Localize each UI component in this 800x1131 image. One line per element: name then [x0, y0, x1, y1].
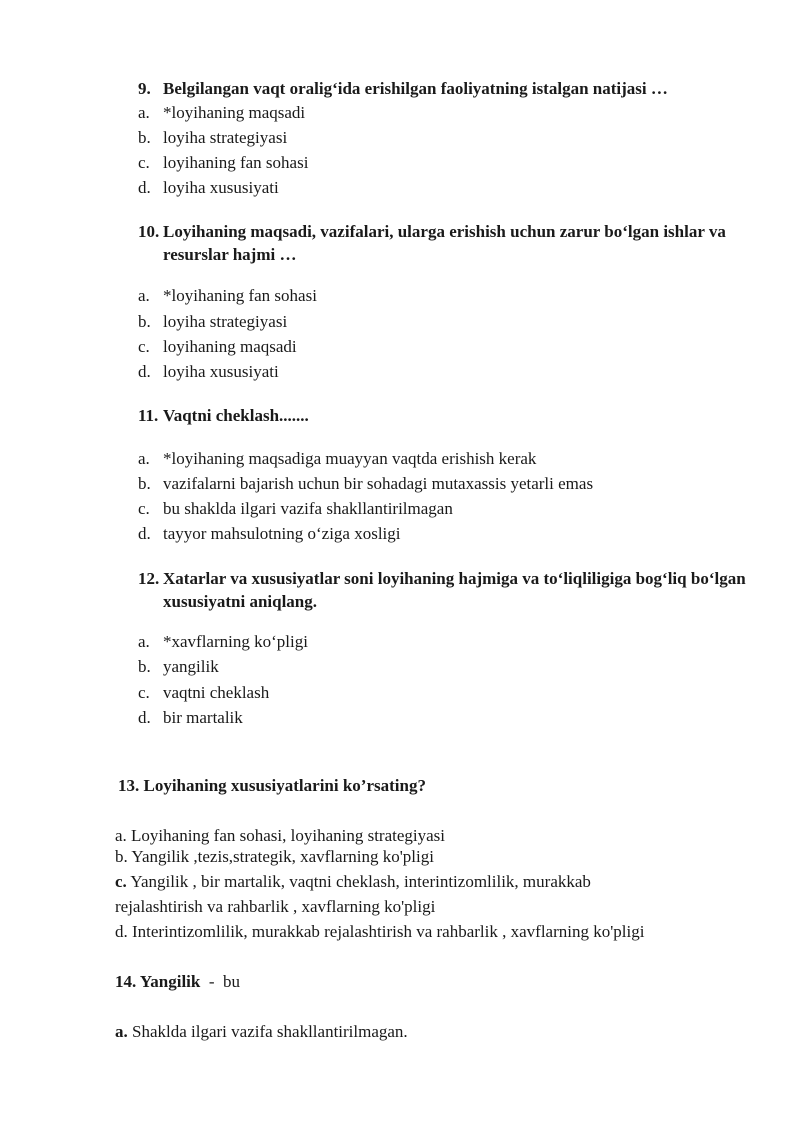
option-text: *loyihaning fan sohasi [163, 286, 317, 305]
question-text: Xatarlar va xususiyatlar soni loyihaning hajmiga va to‘liqliligiga bog‘liq bo‘lgan xususiyatni aniqlang. [163, 569, 746, 611]
question-text: Loyihaning maqsadi, vazifalari, ularga erishish uchun zarur bo‘lgan ishlar va resurslar hajmi … [163, 222, 726, 264]
option-letter: c. [138, 337, 150, 356]
option-text: *loyihaning maqsadi [163, 103, 306, 122]
option-letter: a. [138, 286, 150, 305]
option-13d: d. Interintizomlilik, murakkab rejalashtirish va rahbarlik , xavflarning ko'pligi [115, 922, 645, 941]
question-text: Vaqtni cheklash....... [163, 406, 309, 425]
option-text: *loyihaning maqsadiga muayyan vaqtda erishish kerak [163, 449, 537, 468]
option-letter: b. [138, 128, 151, 147]
option-text: loyihaning fan sohasi [163, 153, 309, 172]
option-text: tayyor mahsulotning o‘ziga xosligi [163, 524, 401, 543]
option-letter: a. [138, 632, 150, 651]
option-14a [115, 1022, 408, 1042]
question-number: 11. [138, 406, 159, 425]
question-number: 12. [138, 569, 160, 588]
question-11 [138, 404, 728, 427]
option-text: yangilik [163, 657, 219, 676]
question-suffix: - bu [200, 972, 241, 991]
question-10 [138, 220, 728, 266]
question-13-title: 13. Loyihaning xususiyatlarini ko’rsating? [118, 776, 426, 795]
option-letter: d. [138, 524, 151, 543]
option-text: loyiha xususiyati [163, 178, 279, 197]
option-letter: c. [138, 683, 150, 702]
question-14-title [115, 972, 240, 992]
option-text: bu shaklda ilgari vazifa shakllantirilmagan [163, 499, 453, 518]
option-13c-line1 [115, 872, 591, 892]
option-letter: c. [138, 499, 150, 518]
question-number: 10. [138, 222, 160, 241]
question-9 [138, 77, 758, 100]
option-text: *xavflarning ko‘pligi [163, 632, 308, 651]
option-text: Shaklda ilgari vazifa shakllantirilmagan. [127, 1022, 408, 1041]
option-letter: b. [138, 312, 151, 331]
option-13a: a. Loyihaning fan sohasi, loyihaning strategiyasi [115, 826, 446, 845]
option-letter: a. [138, 449, 150, 468]
option-letter: d. [138, 708, 151, 727]
option-text: loyiha strategiyasi [163, 312, 288, 331]
option-text: bir martalik [163, 708, 243, 727]
option-letter: b. [138, 657, 151, 676]
option-letter: c. [138, 153, 150, 172]
question-text: 14. Yangilik [115, 972, 201, 991]
option-text: loyiha xususiyati [163, 362, 279, 381]
option-text: loyiha strategiyasi [163, 128, 288, 147]
question-text: Belgilangan vaqt oralig‘ida erishilgan faoliyatning istalgan natijasi … [163, 79, 668, 98]
option-13c-line2: rejalashtirish va rahbarlik , xavflarning ko'pligi [115, 897, 436, 916]
question-number: 9. [138, 79, 151, 98]
option-letter: c. [115, 872, 127, 891]
option-letter: d. [138, 178, 151, 197]
option-letter: d. [138, 362, 151, 381]
option-letter: b. [138, 474, 151, 493]
option-letter: a. [115, 1022, 128, 1041]
option-text: vaqtni cheklash [163, 683, 270, 702]
option-text: vazifalarni bajarish uchun bir sohadagi mutaxassis yetarli emas [163, 474, 594, 493]
option-text: Yangilik , bir martalik, vaqtni cheklash, interintizomlilik, murakkab [126, 872, 591, 891]
question-12 [138, 567, 758, 613]
option-13b: b. Yangilik ,tezis,strategik, xavflarning ko'pligi [115, 847, 434, 866]
option-letter: a. [138, 103, 150, 122]
option-text: loyihaning maqsadi [163, 337, 297, 356]
